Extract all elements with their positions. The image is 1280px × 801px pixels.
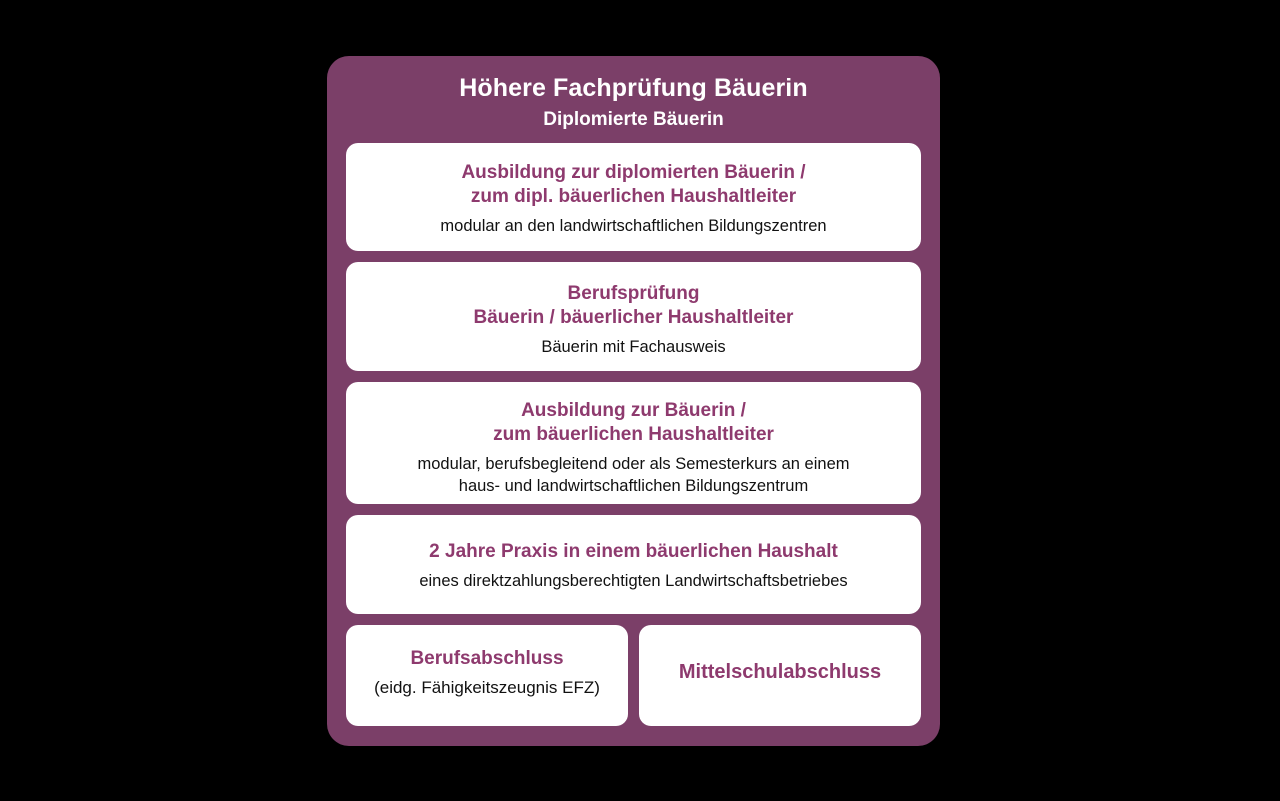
step-card-berufspruefung [346, 262, 921, 371]
entry-card-berufsabschluss [346, 625, 628, 726]
step-card-title [360, 161, 907, 210]
step-card-title-line1: Ausbildung zur Bäuerin / [521, 399, 746, 421]
step-card-title: 2 Jahre Praxis in einem bäuerlichen Haushalt [429, 540, 838, 562]
step-card-title [360, 399, 907, 448]
entry-card-subtitle: (eidg. Fähigkeitszeugnis EFZ) [374, 678, 600, 698]
step-card-ausbildung-diplomiert [346, 143, 921, 251]
step-card-title [360, 282, 907, 331]
entry-requirements-row [346, 625, 921, 726]
entry-card-title: Berufsabschluss [410, 647, 564, 669]
step-card-subtitle-line1: modular, berufsbegleitend oder als Semesterkurs an einem [417, 455, 850, 474]
panel-header [346, 74, 921, 131]
step-card-title-line1: Ausbildung zur diplomierten Bäuerin / [461, 161, 806, 183]
step-card-title-line2: zum dipl. bäuerlichen Haushaltleiter [470, 185, 797, 207]
entry-card-title: Mittelschulabschluss [678, 661, 882, 684]
step-card-ausbildung-baeuerin [346, 382, 921, 504]
entry-card-mittelschulabschluss [639, 625, 921, 726]
page-title: Höhere Fachprüfung Bäuerin [459, 74, 808, 102]
qualification-pathway-panel [327, 56, 940, 746]
step-card-title-line1: Berufsprüfung [567, 282, 700, 304]
page-subtitle: Diplomierte Bäuerin [543, 108, 724, 130]
step-card-subtitle [360, 454, 907, 497]
step-card-praxis [346, 515, 921, 614]
step-card-subtitle: modular an den landwirtschaftlichen Bildungszentren [440, 217, 827, 236]
step-card-subtitle-line2: haus- und landwirtschaftlichen Bildungszentrum [458, 476, 809, 495]
step-card-title-line2: Bäuerin / bäuerlicher Haushaltleiter [473, 306, 794, 328]
step-card-title-line2: zum bäuerlichen Haushaltleiter [493, 423, 774, 445]
step-card-subtitle: Bäuerin mit Fachausweis [541, 338, 726, 357]
step-card-subtitle: eines direktzahlungsberechtigten Landwirtschaftsbetriebes [419, 571, 848, 590]
